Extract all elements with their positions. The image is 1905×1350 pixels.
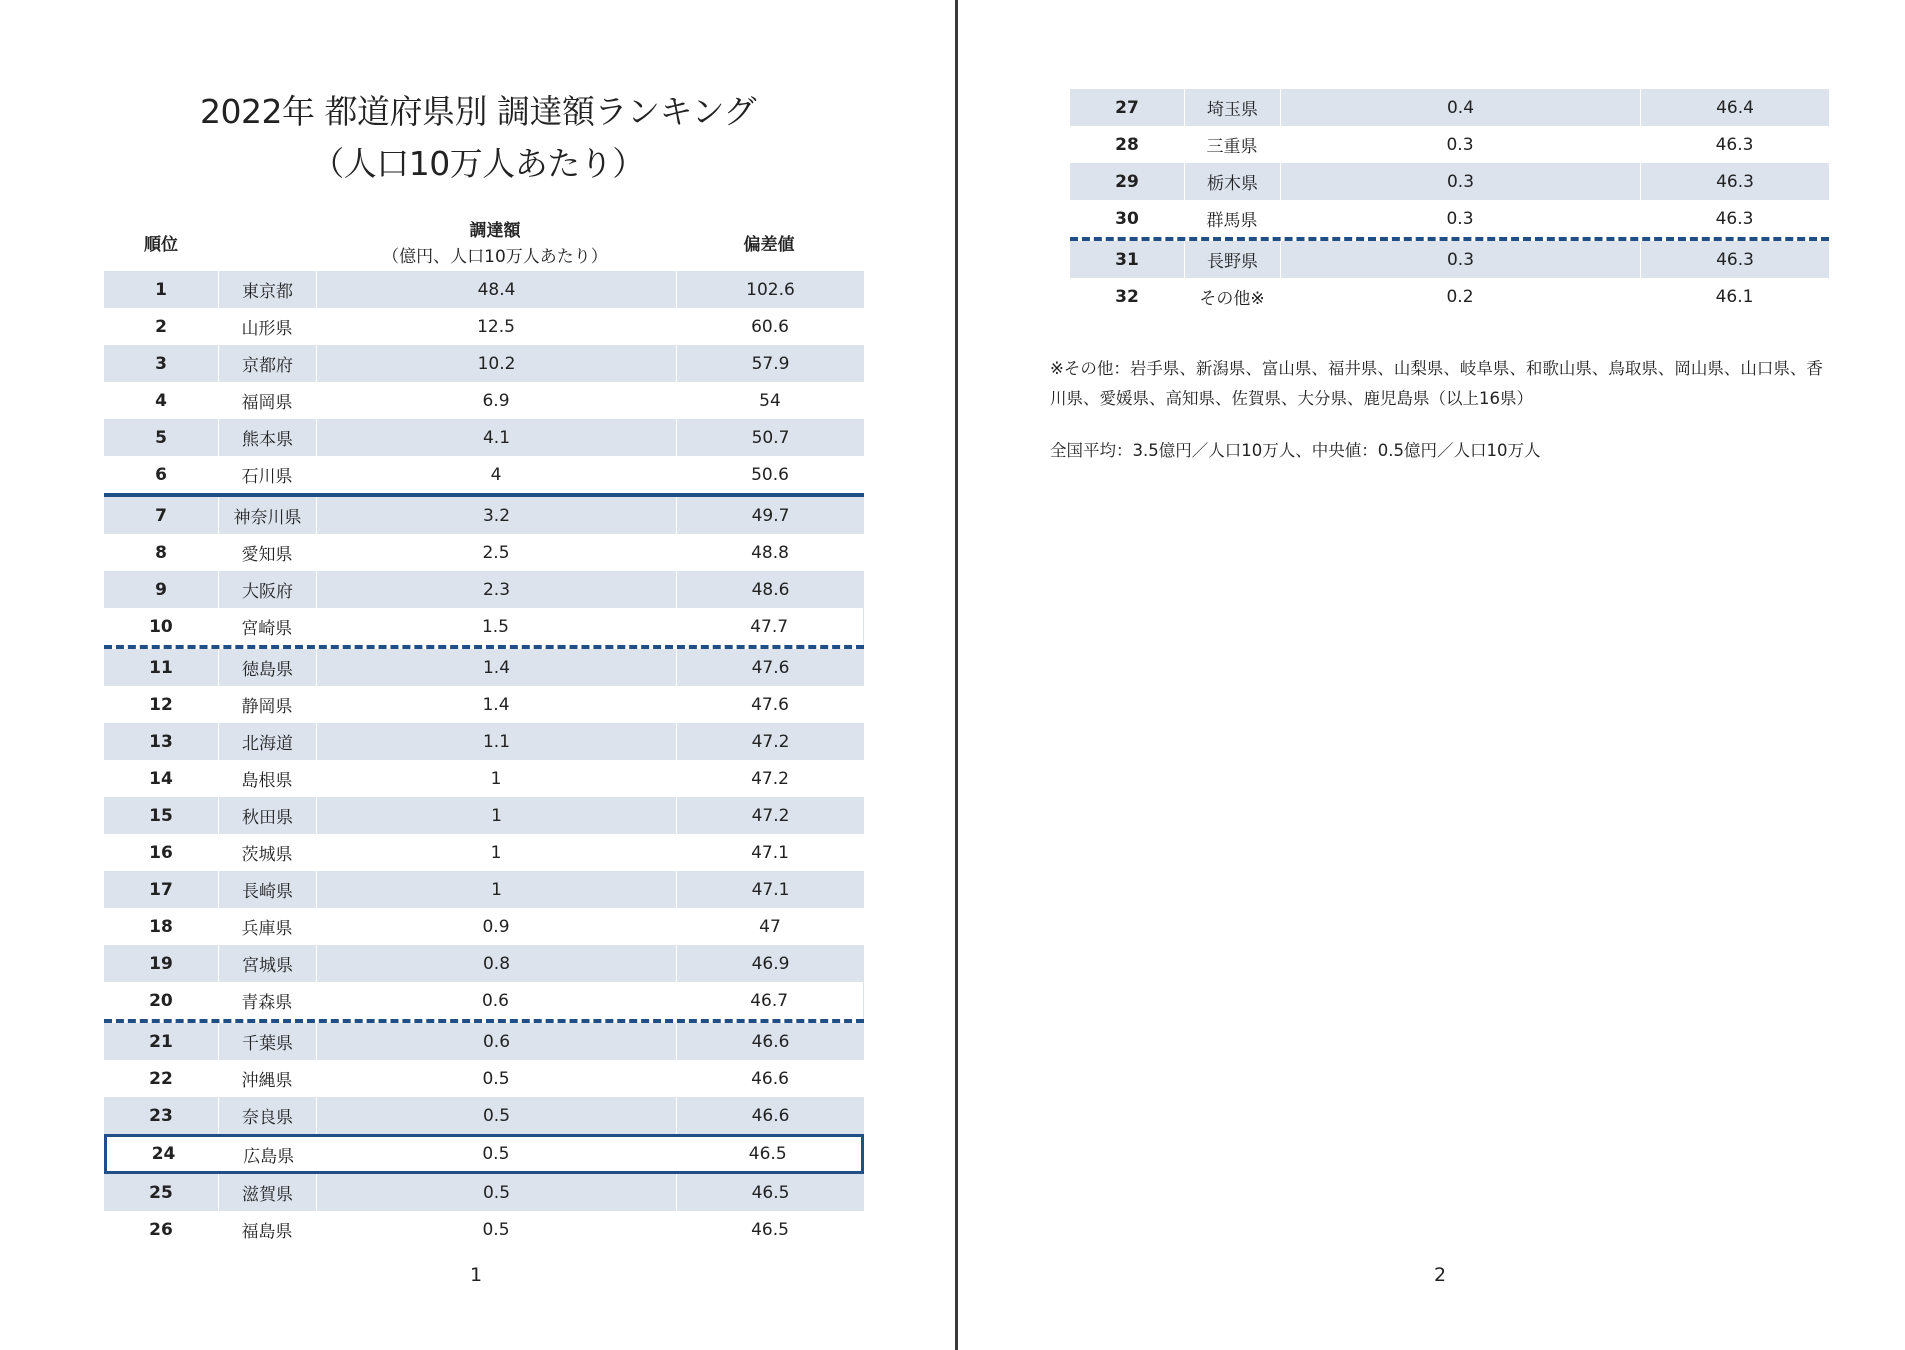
deviation-cell: 102.6: [676, 271, 864, 308]
amount-cell: 1: [316, 797, 676, 834]
table-row: [104, 945, 864, 982]
page-subtitle: （人口10万人あたり）: [311, 144, 645, 183]
page-divider: [955, 0, 958, 1350]
amount-cell: 0.8: [316, 945, 676, 982]
rank-cell: 30: [1115, 208, 1139, 229]
deviation-cell: 46.6: [676, 1097, 864, 1134]
rank-cell: 24: [151, 1144, 176, 1164]
ranking-table-page2: [1070, 89, 1829, 315]
table-row: [104, 345, 864, 382]
rank-cell: 27: [1115, 97, 1139, 118]
rank-cell: 19: [149, 953, 173, 974]
deviation-cell: 46.6: [751, 1068, 789, 1089]
prefecture-cell: 京都府: [218, 345, 316, 382]
amount-cell: 2.5: [482, 542, 510, 563]
deviation-cell: 60.6: [751, 316, 789, 337]
table-row: [104, 686, 864, 723]
header-rank: 順位: [144, 235, 178, 255]
rank-cell: 2: [155, 316, 167, 337]
amount-cell: 1: [316, 871, 676, 908]
rank-cell: 6: [155, 464, 167, 485]
amount-cell: 0.3: [1280, 241, 1640, 278]
rank-cell: 10: [149, 616, 173, 637]
amount-cell: 1.4: [316, 649, 676, 686]
deviation-cell: 47.2: [676, 797, 864, 834]
table-row: [104, 871, 864, 908]
amount-cell: 0.5: [482, 1219, 510, 1240]
table-row: [104, 456, 864, 493]
table-row: [104, 534, 864, 571]
table-row: [104, 834, 864, 871]
rank-cell: 9: [155, 579, 167, 600]
deviation-cell: 47.2: [751, 768, 789, 789]
header-deviation: 偏差値: [743, 235, 795, 255]
amount-cell: 0.3: [1446, 134, 1474, 155]
deviation-cell: 54: [759, 390, 781, 411]
prefecture-cell: 長崎県: [218, 871, 316, 908]
prefecture-cell: 茨城県: [241, 845, 293, 865]
amount-cell: 6.9: [482, 390, 510, 411]
deviation-cell: 46.3: [1715, 208, 1754, 229]
header-amount: [315, 218, 675, 270]
amount-cell: 0.6: [481, 990, 509, 1011]
prefecture-cell: 静岡県: [241, 697, 293, 717]
deviation-cell: 47.6: [676, 649, 864, 686]
rank-cell: 14: [149, 768, 173, 789]
rank-cell: 12: [149, 694, 173, 715]
deviation-cell: 47.1: [676, 871, 864, 908]
rank-cell: 21: [149, 1031, 173, 1052]
amount-cell: 1: [490, 842, 502, 863]
prefecture-cell: 大阪府: [218, 571, 316, 608]
prefecture-cell: 宮崎県: [241, 619, 293, 639]
deviation-cell: 46.1: [1715, 286, 1754, 307]
table-row: [104, 760, 864, 797]
amount-cell: 1.4: [482, 694, 510, 715]
table-row: [104, 608, 864, 645]
table-row: [104, 1134, 864, 1174]
deviation-cell: 46.7: [750, 990, 789, 1011]
rank-cell: 15: [149, 805, 173, 826]
amount-cell: 0.9: [482, 916, 510, 937]
table-row: [104, 497, 864, 534]
rank-cell: 1: [155, 279, 167, 300]
deviation-cell: 50.7: [676, 419, 864, 456]
rank-cell: 3: [155, 353, 167, 374]
amount-cell: 1: [490, 768, 502, 789]
rank-cell: 31: [1115, 249, 1139, 270]
amount-cell: 0.3: [1280, 163, 1640, 200]
prefecture-cell: 沖縄県: [241, 1071, 293, 1091]
rank-cell: 29: [1115, 171, 1139, 192]
amount-cell: 0.4: [1280, 89, 1640, 126]
prefecture-cell: 福島県: [241, 1222, 293, 1242]
deviation-cell: 46.3: [1640, 163, 1829, 200]
prefecture-cell: 千葉県: [218, 1023, 316, 1060]
prefecture-cell: 兵庫県: [241, 919, 293, 939]
prefecture-cell: 山形県: [241, 319, 293, 339]
rank-cell: 20: [149, 990, 173, 1011]
deviation-cell: 46.5: [676, 1174, 864, 1211]
amount-cell: 1.5: [481, 616, 509, 637]
table-row: [104, 308, 864, 345]
rank-cell: 23: [149, 1105, 173, 1126]
table-row: [104, 1097, 864, 1134]
footnote-others: ※その他：岩手県、新潟県、富山県、福井県、山梨県、岐阜県、和歌山県、鳥取県、岡山県、山口県、香川県、愛媛県、高知県、佐賀県、大分県、鹿児島県（以上16県）: [1050, 359, 1823, 408]
prefecture-cell: 愛知県: [241, 545, 293, 565]
rank-cell: 8: [155, 542, 167, 563]
page-number: 1: [470, 1264, 483, 1286]
amount-cell: 0.2: [1446, 286, 1474, 307]
page-title: 2022年 都道府県別 調達額ランキング: [200, 92, 756, 131]
deviation-cell: 46.5: [751, 1219, 789, 1240]
amount-cell: 0.5: [316, 1174, 676, 1211]
amount-cell: 4.1: [316, 419, 676, 456]
amount-cell: 0.5: [482, 1144, 510, 1164]
deviation-cell: 48.6: [676, 571, 864, 608]
table-row: [104, 649, 864, 686]
ranking-table-page1: [104, 271, 864, 1248]
deviation-cell: 46.3: [1715, 134, 1754, 155]
table-row: [104, 908, 864, 945]
header-amount-unit: （億円、人口10万人あたり）: [382, 247, 608, 267]
deviation-cell: 49.7: [676, 497, 864, 534]
prefecture-cell: 石川県: [241, 467, 293, 487]
rank-cell: 11: [149, 657, 173, 678]
prefecture-cell: 徳島県: [218, 649, 316, 686]
table-row: [104, 419, 864, 456]
table-row: [104, 571, 864, 608]
table-row: [104, 1211, 864, 1248]
amount-cell: 0.3: [1446, 208, 1474, 229]
deviation-cell: 47.7: [750, 616, 789, 637]
prefecture-cell: 神奈川県: [218, 497, 316, 534]
rank-cell: 7: [155, 505, 167, 526]
rank-cell: 4: [155, 390, 167, 411]
rank-cell: 18: [149, 916, 173, 937]
prefecture-cell: 東京都: [218, 271, 316, 308]
header-amount-label: 調達額: [469, 221, 521, 241]
amount-cell: 12.5: [477, 316, 515, 337]
table-row: [104, 1023, 864, 1060]
prefecture-cell: 奈良県: [218, 1097, 316, 1134]
prefecture-cell: 秋田県: [218, 797, 316, 834]
deviation-cell: 47: [759, 916, 781, 937]
deviation-cell: 47.1: [751, 842, 789, 863]
rank-cell: 5: [155, 427, 167, 448]
prefecture-cell: 三重県: [1206, 137, 1258, 157]
table-row: [1070, 278, 1829, 315]
prefecture-cell: 島根県: [241, 771, 293, 791]
amount-cell: 0.5: [316, 1097, 676, 1134]
deviation-cell: 47.2: [676, 723, 864, 760]
amount-cell: 0.6: [316, 1023, 676, 1060]
table-row: [1070, 200, 1829, 237]
rank-cell: 22: [149, 1068, 173, 1089]
table-row: [1070, 126, 1829, 163]
deviation-cell: 57.9: [676, 345, 864, 382]
rank-cell: 25: [149, 1182, 173, 1203]
prefecture-cell: 宮城県: [218, 945, 316, 982]
rank-cell: 32: [1115, 286, 1139, 307]
table-row: [104, 797, 864, 834]
prefecture-cell: 滋賀県: [218, 1174, 316, 1211]
rank-cell: 17: [149, 879, 173, 900]
rank-cell: 16: [149, 842, 173, 863]
page-number: 2: [1434, 1264, 1447, 1286]
deviation-cell: 46.6: [676, 1023, 864, 1060]
deviation-cell: 46.5: [748, 1144, 787, 1164]
deviation-cell: 48.8: [751, 542, 789, 563]
national-average-note: 全国平均：3.5億円／人口10万人、中央値：0.5億円／人口10万人: [1050, 441, 1541, 460]
amount-cell: 0.5: [482, 1068, 510, 1089]
rank-cell: 13: [149, 731, 173, 752]
prefecture-cell: 熊本県: [218, 419, 316, 456]
prefecture-cell: その他※: [1199, 289, 1265, 309]
prefecture-cell: 埼玉県: [1184, 89, 1280, 126]
prefecture-cell: 広島県: [243, 1146, 295, 1167]
prefecture-cell: 青森県: [241, 993, 293, 1013]
deviation-cell: 46.4: [1640, 89, 1829, 126]
table-row: [104, 1174, 864, 1211]
deviation-cell: 46.3: [1640, 241, 1829, 278]
deviation-cell: 47.6: [751, 694, 789, 715]
rank-cell: 28: [1115, 134, 1139, 155]
table-row: [104, 982, 864, 1019]
table-row: [104, 382, 864, 419]
prefecture-cell: 栃木県: [1184, 163, 1280, 200]
table-row: [104, 723, 864, 760]
rank-cell: 26: [149, 1219, 173, 1240]
prefecture-cell: 福岡県: [241, 393, 293, 413]
amount-cell: 3.2: [316, 497, 676, 534]
table-row: [104, 271, 864, 308]
deviation-cell: 46.9: [676, 945, 864, 982]
amount-cell: 48.4: [316, 271, 676, 308]
deviation-cell: 50.6: [751, 464, 789, 485]
amount-cell: 1.1: [316, 723, 676, 760]
prefecture-cell: 群馬県: [1206, 211, 1258, 231]
prefecture-cell: 長野県: [1184, 241, 1280, 278]
amount-cell: 4: [490, 464, 502, 485]
table-row: [104, 1060, 864, 1097]
prefecture-cell: 北海道: [218, 723, 316, 760]
table-row: [1070, 89, 1829, 126]
table-row: [1070, 163, 1829, 200]
amount-cell: 2.3: [316, 571, 676, 608]
amount-cell: 10.2: [316, 345, 676, 382]
table-row: [1070, 241, 1829, 278]
